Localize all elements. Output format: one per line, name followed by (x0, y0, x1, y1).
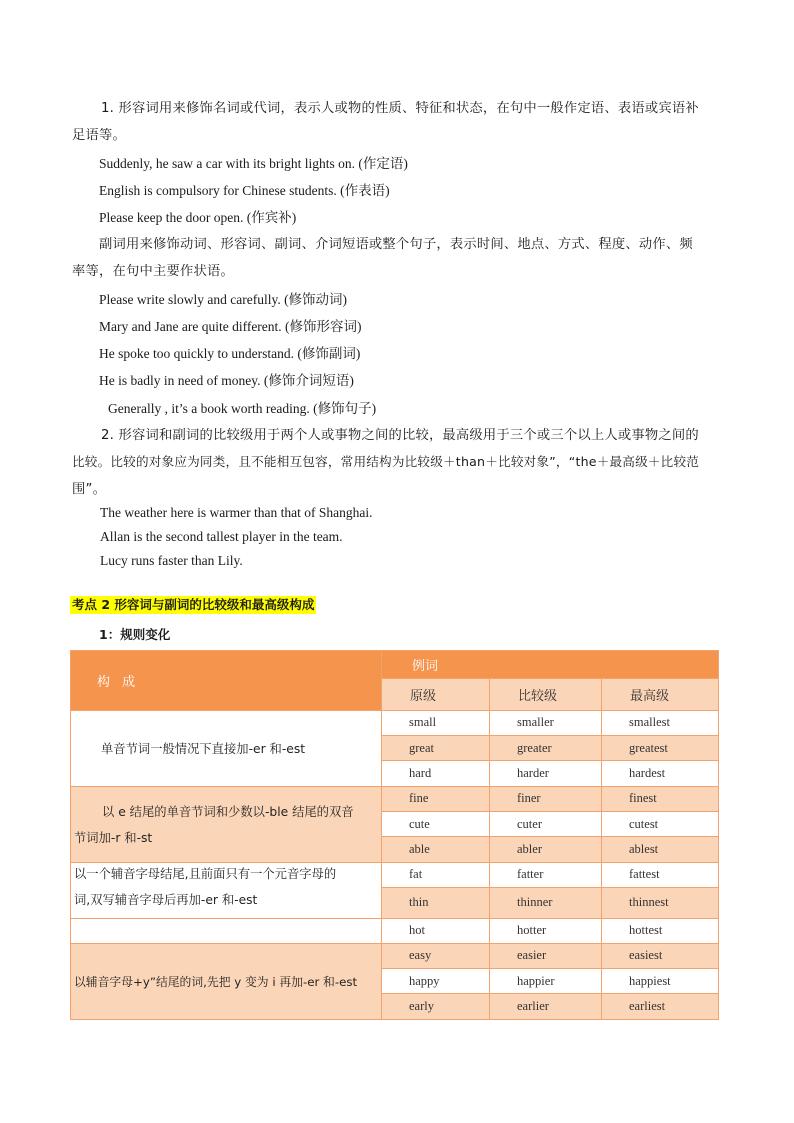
base-cell: great (382, 736, 490, 761)
paragraph-2-line-2: 率等，在句中主要作状语。 (72, 264, 234, 279)
example-sentence-7: He is badly in need of money. (修饰介词短语) (99, 373, 354, 388)
base-cell: fine (382, 786, 490, 811)
rule-2-text-line-1: 以 e 结尾的单音节词和少数以-ble 结尾的双音 (102, 805, 354, 820)
table-row (71, 786, 719, 811)
rule-3-text-line-2: 词,双写辅音字母后再加-er 和-est (74, 892, 258, 907)
comparative-cell: earlier (490, 994, 602, 1020)
base-cell: easy (382, 943, 490, 968)
base-cell: happy (382, 969, 490, 994)
comparative-cell: fatter (490, 862, 602, 887)
example-sentence-6: He spoke too quickly to understand. (修饰副词) (99, 346, 361, 361)
example-sentence-11: Lucy runs faster than Lily. (100, 553, 243, 568)
base-cell: thin (382, 888, 490, 918)
rule-2-text-line-2: 节词加-r 和-st (74, 831, 153, 846)
comparative-cell: finer (490, 786, 602, 811)
rule-cell-2 (71, 786, 382, 862)
comparative-cell: smaller (490, 710, 602, 735)
example-sentence-2: English is compulsory for Chinese students. (作表语) (99, 183, 390, 198)
rule-cell-1 (71, 710, 382, 786)
superlative-cell: thinnest (602, 888, 719, 918)
example-sentence-9: The weather here is warmer than that of Shanghai. (100, 505, 373, 520)
example-sentence-1: Suddenly, he saw a car with its bright lights on. (作定语) (99, 156, 408, 171)
base-cell: able (382, 837, 490, 862)
section-heading: 考点 2 形容词与副词的比较级和最高级构成 (72, 597, 315, 612)
table-header-row (71, 651, 719, 679)
superlative-cell: greatest (602, 736, 719, 761)
paragraph-1-line-2: 足语等。 (72, 128, 126, 143)
base-cell: early (382, 994, 490, 1020)
paragraph-1-line-1: 1. 形容词用来修饰名词或代词，表示人或物的性质、特征和状态，在句中一般作定语、表语或宾语补 (101, 101, 699, 116)
table-row (71, 943, 719, 968)
comparative-cell: greater (490, 736, 602, 761)
comparative-cell: thinner (490, 888, 602, 918)
superlative-cell: fattest (602, 862, 719, 887)
base-cell: fat (382, 862, 490, 887)
header-superlative: 最高级 (602, 679, 719, 710)
regular-change-table (70, 650, 719, 1020)
rule-cell-3 (71, 862, 382, 918)
paragraph-3-line-3: 围”。 (72, 482, 107, 497)
paragraph-3-line-2: 比较。比较的对象应为同类，且不能相互包容，常用结构为比较级＋than＋比较对象”，“the＋最高级＋比较范 (72, 454, 700, 469)
superlative-cell: easiest (602, 943, 719, 968)
header-comparative: 比较级 (490, 679, 602, 710)
header-examples: 例词 (382, 651, 719, 679)
superlative-cell: earliest (602, 994, 719, 1020)
comparative-cell: easier (490, 943, 602, 968)
comparative-cell: abler (490, 837, 602, 862)
empty-rule-cell (71, 918, 382, 943)
superlative-cell: finest (602, 786, 719, 811)
rule-1-text: 单音节词一般情况下直接加-er 和-est (101, 742, 306, 757)
example-sentence-10: Allan is the second tallest player in the team. (100, 529, 343, 544)
rule-cell-4 (71, 943, 382, 1019)
example-sentence-4: Please write slowly and carefully. (修饰动词) (99, 292, 348, 307)
table-row (71, 710, 719, 735)
table-row (71, 918, 719, 943)
comparative-cell: harder (490, 761, 602, 786)
example-sentence-3: Please keep the door open. (作宾补) (99, 210, 297, 225)
example-sentence-5: Mary and Jane are quite different. (修饰形容词) (99, 319, 362, 334)
header-structure: 构 成 (71, 651, 382, 711)
superlative-cell: hottest (602, 918, 719, 943)
comparative-cell: cuter (490, 812, 602, 837)
paragraph-3-line-1: 2. 形容词和副词的比较级用于两个人或事物之间的比较，最高级用于三个或三个以上人或事物之间的 (101, 428, 699, 443)
header-base-form: 原级 (382, 679, 490, 710)
superlative-cell: smallest (602, 710, 719, 735)
base-cell: cute (382, 812, 490, 837)
paragraph-2-line-1: 副词用来修饰动词、形容词、副词、介词短语或整个句子，表示时间、地点、方式、程度、动作、频 (99, 237, 693, 252)
comparative-cell: hotter (490, 918, 602, 943)
example-sentence-8: Generally , it’s a book worth reading. (修饰句子) (108, 401, 377, 416)
comparative-cell: happier (490, 969, 602, 994)
rule-4-text: 以辅音字母+y”结尾的词,先把 y 变为 i 再加-er 和-est (74, 974, 358, 989)
base-cell: hard (382, 761, 490, 786)
table-row (71, 862, 719, 887)
base-cell: small (382, 710, 490, 735)
subsection-heading: 1：规则变化 (99, 627, 171, 642)
superlative-cell: hardest (602, 761, 719, 786)
superlative-cell: ablest (602, 837, 719, 862)
superlative-cell: happiest (602, 969, 719, 994)
rule-3-text-line-1: 以一个辅音字母结尾,且前面只有一个元音字母的 (74, 866, 337, 881)
base-cell: hot (382, 918, 490, 943)
superlative-cell: cutest (602, 812, 719, 837)
